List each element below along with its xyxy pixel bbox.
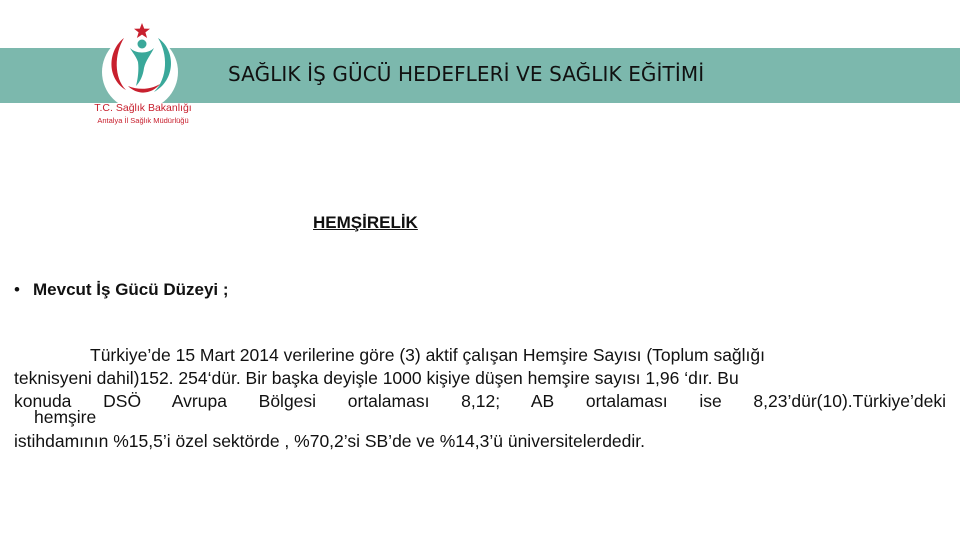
paragraph-line: hemşire bbox=[34, 407, 97, 427]
page-title: SAĞLIK İŞ GÜCÜ HEDEFLERİ VE SAĞLIK EĞİTİMİ bbox=[228, 62, 705, 86]
emblem-star bbox=[134, 23, 150, 38]
paragraph-line: Türkiye’de 15 Mart 2014 verilerine göre (3) aktif çalışan Hemşire Sayısı (Toplum sağlığı bbox=[90, 345, 765, 365]
logo-text-ministry: T.C. Sağlık Bakanlığı bbox=[94, 102, 192, 114]
paragraph-line: istihdamının %15,5’i özel sektörde , %70,2’si SB’de ve %14,3’ü üniversitelerdedir. bbox=[14, 431, 645, 451]
body-paragraph bbox=[14, 344, 946, 453]
bullet-text: Mevcut İş Gücü Düzeyi ; bbox=[33, 280, 229, 299]
emblem-teal-arc bbox=[154, 38, 171, 92]
paragraph-line: teknisyeni dahil)152. 254‘dür. Bir başka deyişle 1000 kişiye düşen hemşire sayısı 1,96 ‘dır. Bu bbox=[14, 368, 739, 388]
ministry-logo bbox=[88, 18, 198, 128]
paragraph-line: konuda DSÖ Avrupa Bölgesi ortalaması 8,12; AB ortalaması ise 8,23’dür(10).Türkiye’deki bbox=[14, 391, 946, 411]
emblem-red-arc bbox=[112, 38, 127, 90]
ministry-of-health-emblem-icon bbox=[102, 22, 182, 102]
emblem-figure-body bbox=[130, 48, 154, 86]
emblem-figure-head bbox=[138, 40, 147, 49]
logo-text-directorate: Antalya İl Sağlık Müdürlüğü bbox=[97, 116, 189, 125]
section-heading: HEMŞİRELİK bbox=[313, 213, 418, 232]
bullet-item bbox=[14, 280, 229, 300]
bullet-dot-icon: • bbox=[14, 280, 20, 299]
